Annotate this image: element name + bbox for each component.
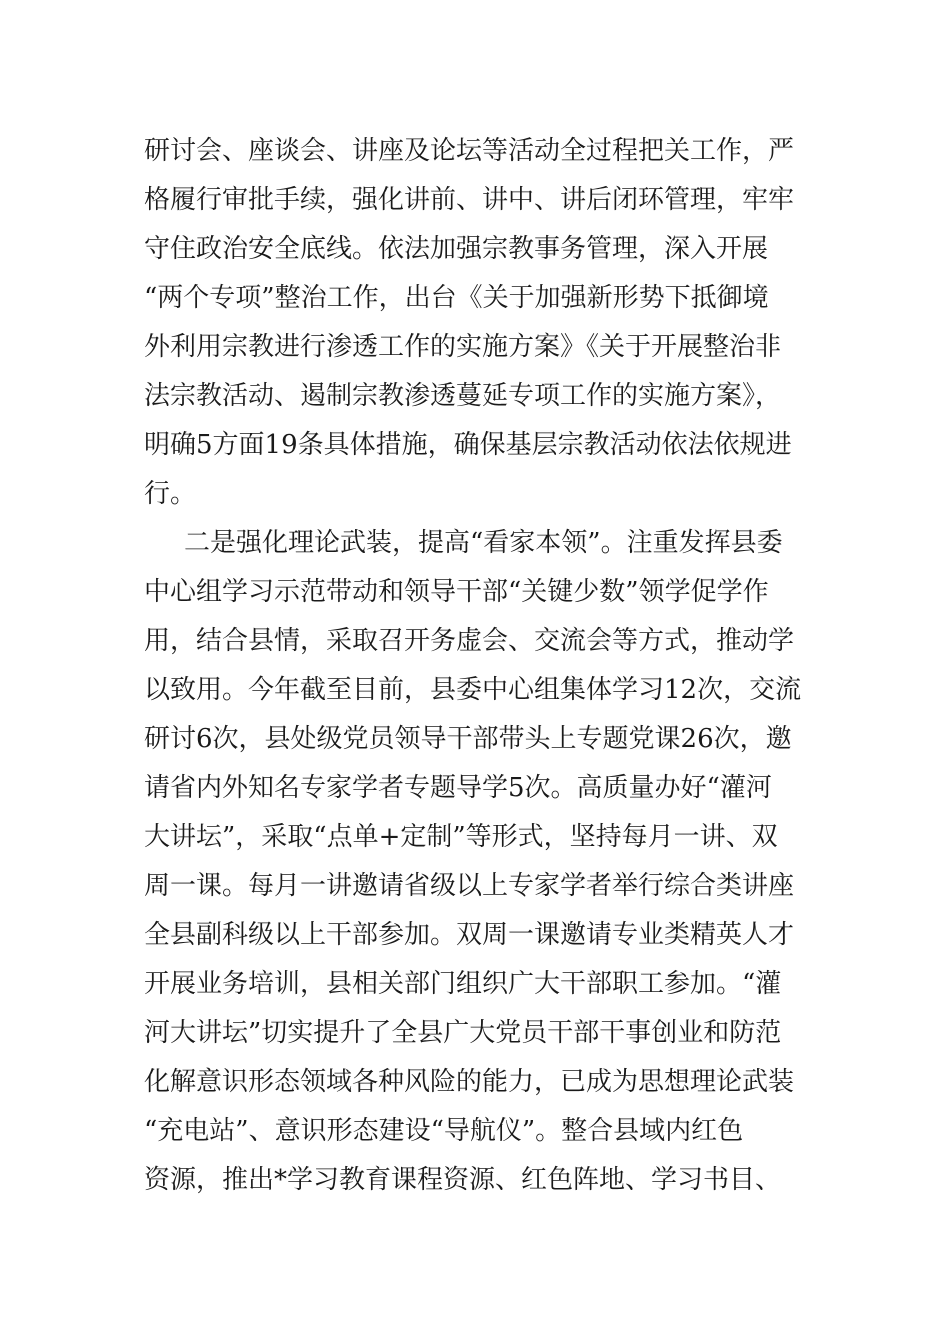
text-line: 研讨6次，县处级党员领导干部带头上专题党课26次，邀 [144,724,792,754]
text-line: 全县副科级以上干部参加。双周一课邀请专业类精英人才 [144,920,795,950]
text-line: 以致用。今年截至目前，县委中心组集体学习12次，交流 [144,675,802,705]
text-line: 开展业务培训，县相关部门组织广大干部职工参加。“灌 [144,969,782,999]
text-line: “两个专项”整治工作，出台《关于加强新形势下抵御境 [144,283,769,313]
text-line: 大讲坛”，采取“点单+定制”等形式，坚持每月一讲、双 [144,822,778,852]
text-line: 河大讲坛”切实提升了全县广大党员干部干事创业和防范 [144,1018,782,1048]
text-line: 用，结合县情，采取召开务虚会、交流会等方式，推动学 [144,626,795,656]
text-line: 资源，推出*学习教育课程资源、红色阵地、学习书目、 [144,1165,782,1195]
text-line: 法宗教活动、遏制宗教渗透蔓延专项工作的实施方案》， [144,381,782,411]
text-line: 守住政治安全底线。依法加强宗教事务管理，深入开展 [144,234,769,264]
text-line: 行。 [144,479,197,509]
text-line: 明确5方面19条具体措施，确保基层宗教活动依法依规进 [144,430,792,460]
text-line: 化解意识形态领域各种风险的能力，已成为思想理论武装 [144,1067,795,1097]
text-line: 外利用宗教进行渗透工作的实施方案》《关于开展整治非 [144,332,782,362]
text-line: “充电站”、意识形态建设“导航仪”。整合县域内红色 [144,1116,744,1146]
paragraph-start-line: 二是强化理论武装，提高“看家本领”。注重发挥县委 [184,528,783,558]
text-line: 研讨会、座谈会、讲座及论坛等活动全过程把关工作，严 [144,136,795,166]
text-line: 请省内外知名专家学者专题导学5次。高质量办好“灌河 [144,773,772,803]
text-line: 中心组学习示范带动和领导干部“关键少数”领学促学作 [144,577,769,607]
text-line: 格履行审批手续，强化讲前、讲中、讲后闭环管理，牢牢 [144,185,795,215]
text-line: 周一课。每月一讲邀请省级以上专家学者举行综合类讲座 [144,871,795,901]
